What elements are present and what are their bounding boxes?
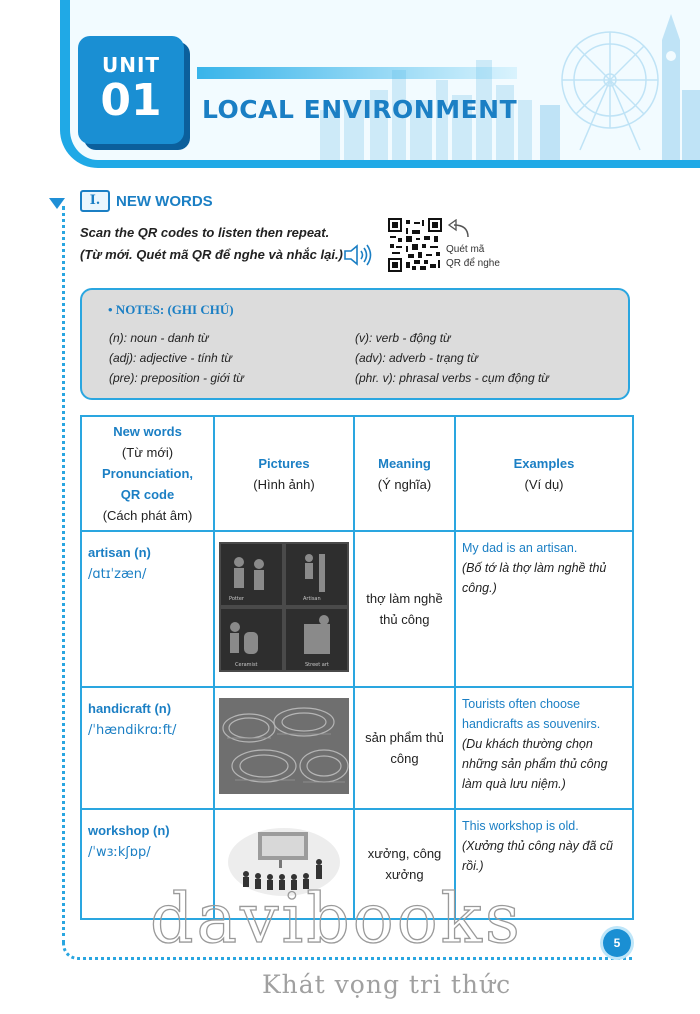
picture-caption: Ceramist bbox=[235, 661, 258, 668]
picture-cell bbox=[214, 531, 354, 687]
header-text: QR code bbox=[120, 487, 175, 502]
instruction-english: Scan the QR codes to listen then repeat. bbox=[80, 225, 330, 240]
picture-caption: Artisan bbox=[303, 595, 321, 602]
left-dotted-rail bbox=[62, 206, 65, 944]
picture-caption: Potter bbox=[229, 595, 244, 602]
header-text: Examples bbox=[513, 455, 575, 471]
notes-title: • NOTES: (GHI CHÚ) bbox=[108, 302, 234, 317]
header-text: Pictures bbox=[258, 455, 310, 471]
note-noun: (n): noun - danh từ bbox=[109, 331, 209, 345]
note-phrasal-verb: (phr. v): phrasal verbs - cụm động từ bbox=[355, 371, 549, 385]
meaning-cell: sản phẩm thủ công bbox=[354, 687, 455, 809]
table-row bbox=[81, 531, 633, 687]
header-text: (Ý nghĩa) bbox=[377, 476, 432, 492]
meaning-cell: thợ làm nghề thủ công bbox=[354, 531, 455, 687]
header-text: (Cách phát âm) bbox=[102, 508, 193, 523]
instruction-vietnamese: (Từ mới. Quét mã QR để nghe và nhắc lại.) bbox=[80, 247, 343, 262]
handicraft-baskets-picture bbox=[219, 698, 349, 794]
speaker-icon[interactable] bbox=[343, 243, 373, 267]
example-vietnamese: (Du khách thường chọn những sản phẩm thủ công làm quà lưu niệm.) bbox=[462, 737, 608, 791]
qr-note-line1: Quét mã bbox=[446, 244, 485, 255]
header-text: New words bbox=[113, 424, 182, 439]
header-text: (Hình ảnh) bbox=[253, 476, 315, 492]
note-verb: (v): verb - động từ bbox=[355, 331, 451, 345]
note-preposition: (pre): preposition - giới từ bbox=[109, 371, 244, 385]
word-cell bbox=[81, 531, 214, 687]
header-text: Meaning bbox=[378, 455, 431, 471]
word-ipa: /ˈhændikrɑːft/ bbox=[88, 723, 177, 738]
word-ipa: /ɑtɪˈzæn/ bbox=[88, 567, 147, 582]
page-number: 5 bbox=[603, 929, 631, 957]
unit-badge bbox=[78, 36, 184, 144]
example-cell bbox=[455, 531, 633, 687]
unit-number: 01 bbox=[100, 75, 162, 126]
title-accent-bar bbox=[197, 67, 517, 79]
table-header-row bbox=[81, 416, 633, 531]
qr-code[interactable] bbox=[388, 218, 442, 272]
watermark-tagline: Khát vọng tri thức bbox=[262, 970, 512, 999]
picture-cell bbox=[214, 687, 354, 809]
word-text: handicraft (n) bbox=[88, 701, 172, 716]
qr-note-line2: QR để nghe bbox=[446, 258, 500, 269]
section-title: NEW WORDS bbox=[116, 193, 213, 210]
note-adjective: (adj): adjective - tính từ bbox=[109, 351, 232, 365]
word-text: artisan (n) bbox=[88, 545, 151, 560]
notes-box bbox=[80, 288, 630, 400]
picture-caption: Street art bbox=[305, 661, 329, 668]
meaning-cell: xưởng, công xưởng bbox=[354, 809, 455, 919]
header-meaning bbox=[354, 416, 455, 531]
unit-label: UNIT bbox=[101, 53, 161, 77]
vocabulary-table bbox=[80, 415, 634, 920]
triangle-marker-icon bbox=[49, 198, 65, 209]
unit-title: LOCAL ENVIRONMENT bbox=[202, 95, 518, 124]
curved-arrow-icon bbox=[446, 219, 472, 239]
header-examples bbox=[455, 416, 633, 531]
table-row bbox=[81, 687, 633, 809]
example-vietnamese: (Xưởng thủ công này đã cũ rồi.) bbox=[462, 839, 613, 873]
word-text: workshop (n) bbox=[88, 823, 170, 838]
header-pictures bbox=[214, 416, 354, 531]
example-english: My dad is an artisan. bbox=[462, 541, 578, 555]
example-english: Tourists often choose handicrafts as souvenirs. bbox=[462, 697, 601, 731]
example-cell bbox=[455, 687, 633, 809]
header-text: (Từ mới) bbox=[121, 445, 174, 460]
artisan-picture bbox=[219, 542, 349, 672]
word-ipa: /ˈwɜːkʃɒp/ bbox=[88, 845, 151, 860]
watermark-logo: davibooks bbox=[150, 880, 523, 959]
word-cell bbox=[81, 687, 214, 809]
section-number-badge: I. bbox=[80, 190, 110, 212]
header-new-words bbox=[81, 416, 214, 531]
note-adverb: (adv): adverb - trạng từ bbox=[355, 351, 478, 365]
header-text: Pronunciation, bbox=[102, 466, 193, 481]
example-vietnamese: (Bố tớ là thợ làm nghề thủ công.) bbox=[462, 561, 607, 595]
example-english: This workshop is old. bbox=[462, 819, 579, 833]
qr-note bbox=[446, 243, 526, 271]
header-text: (Ví dụ) bbox=[524, 476, 564, 492]
